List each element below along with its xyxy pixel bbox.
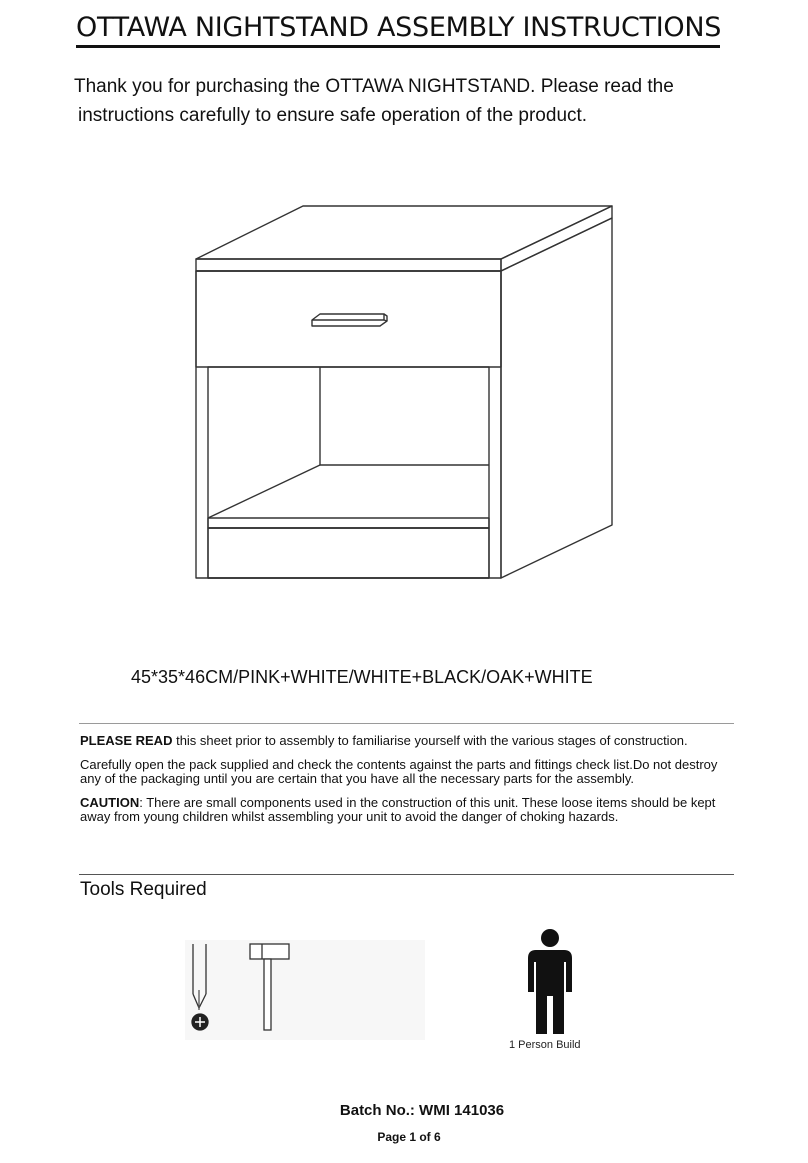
page-title: OTTAWA NIGHTSTAND ASSEMBLY INSTRUCTIONS — [76, 12, 720, 48]
page-number: Page 1 of 6 — [377, 1130, 441, 1144]
hammer-icon — [250, 944, 289, 1030]
batch-number: Batch No.: WMI 141036 — [339, 1102, 505, 1119]
intro-line-1: Thank you for purchasing the OTTAWA NIGHTSTAND. Please read the — [74, 76, 674, 97]
intro-line-2: instructions carefully to ensure safe operation of the product. — [78, 105, 588, 126]
tools-heading: Tools Required — [80, 879, 207, 900]
screwdriver-icon — [192, 944, 208, 1030]
person-build-label: 1 Person Build — [509, 1039, 581, 1051]
please-read-note: PLEASE READ this sheet prior to assembly to familiarise yourself with the various stages of construction. — [80, 733, 688, 748]
check-contents-note: Carefully open the pack supplied and check the contents against the parts and fittings check list.Do not destroy any of the packaging until you are certain that you have all the necessary parts for the assembly. — [80, 757, 718, 786]
person-icon — [528, 929, 572, 1034]
caution-note: CAUTION: There are small components used in the construction of this unit. These loose items should be kept away from young children whilst assembling your unit to avoid the danger of choking hazards. — [80, 795, 716, 824]
dimensions-colors: 45*35*46CM/PINK+WHITE/WHITE+BLACK/OAK+WHITE — [131, 667, 593, 687]
